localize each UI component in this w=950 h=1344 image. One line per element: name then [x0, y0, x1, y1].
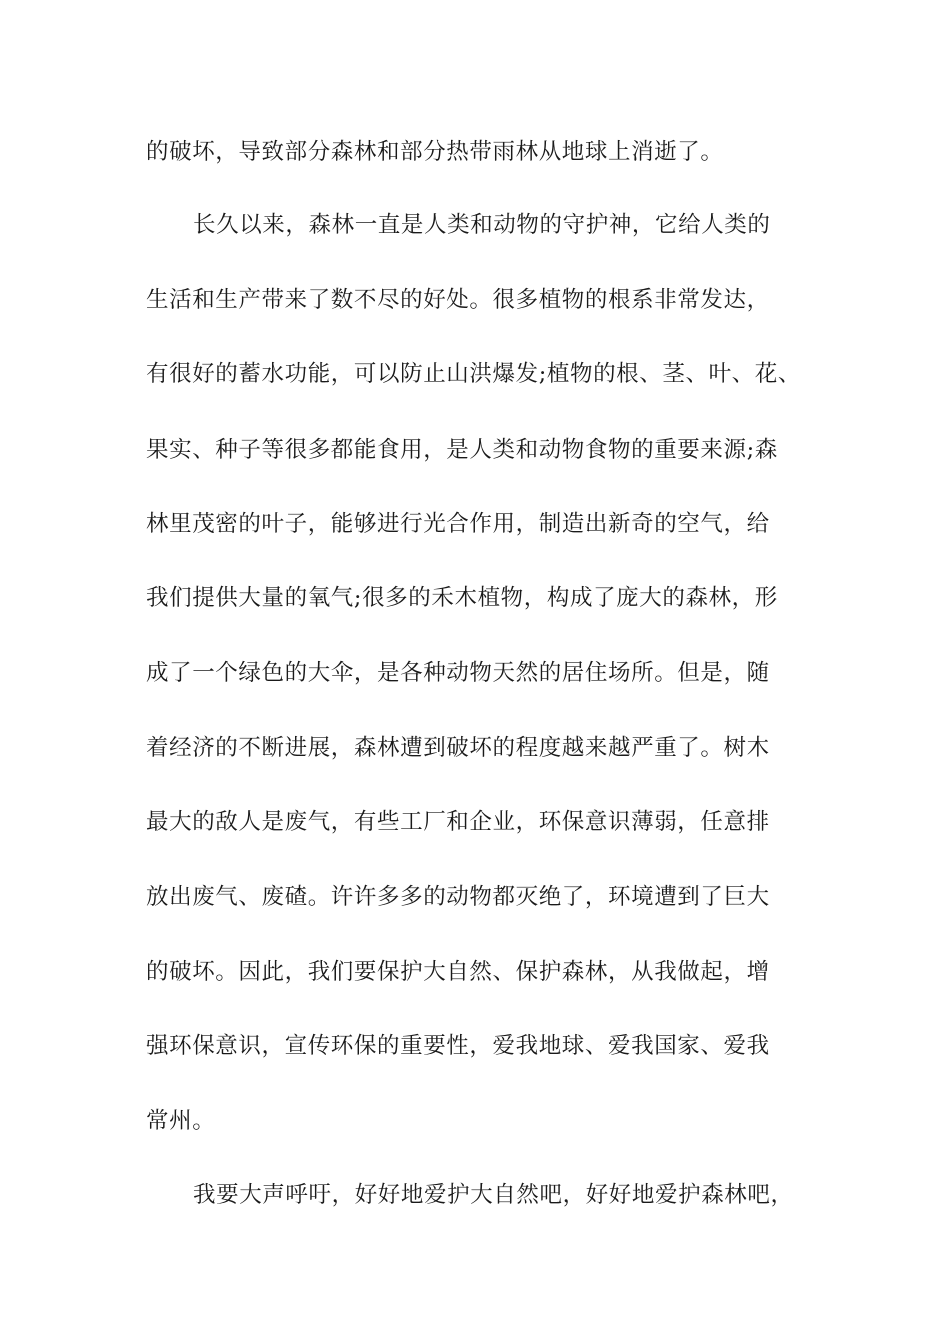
text-line: 最大的敌人是废气，有些工厂和企业，环保意识薄弱，任意排 — [146, 809, 770, 835]
text-line: 生活和生产带来了数不尽的好处。很多植物的根系非常发达， — [146, 287, 770, 313]
text-line: 我们提供大量的氧气;很多的禾木植物，构成了庞大的森林，形 — [146, 585, 778, 611]
text-line: 果实、种子等很多都能食用，是人类和动物食物的重要来源;森 — [146, 437, 778, 463]
text-line: 的破坏，导致部分森林和部分热带雨林从地球上消逝了。 — [146, 139, 724, 165]
text-line: 林里茂密的叶子，能够进行光合作用，制造出新奇的空气，给 — [146, 511, 770, 537]
text-line: 强环保意识，宣传环保的重要性，爱我地球、爱我国家、爱我 — [146, 1033, 770, 1059]
text-line: 着经济的不断进展，森林遭到破坏的程度越来越严重了。树木 — [146, 735, 770, 761]
text-line: 有很好的蓄水功能，可以防止山洪爆发;植物的根、茎、叶、花、 — [146, 361, 801, 387]
paragraph-start-line: 长久以来，森林一直是人类和动物的守护神，它给人类的 — [193, 212, 771, 238]
paragraph-start-line: 我要大声呼吁，好好地爱护大自然吧，好好地爱护森林吧， — [193, 1182, 794, 1208]
text-line: 成了一个绿色的大伞，是各种动物天然的居住场所。但是，随 — [146, 660, 770, 686]
text-line: 常州。 — [146, 1108, 216, 1134]
text-line: 的破坏。因此，我们要保护大自然、保护森林，从我做起，增 — [146, 959, 770, 985]
text-line: 放出废气、废碴。许许多多的动物都灭绝了，环境遭到了巨大 — [146, 884, 770, 910]
